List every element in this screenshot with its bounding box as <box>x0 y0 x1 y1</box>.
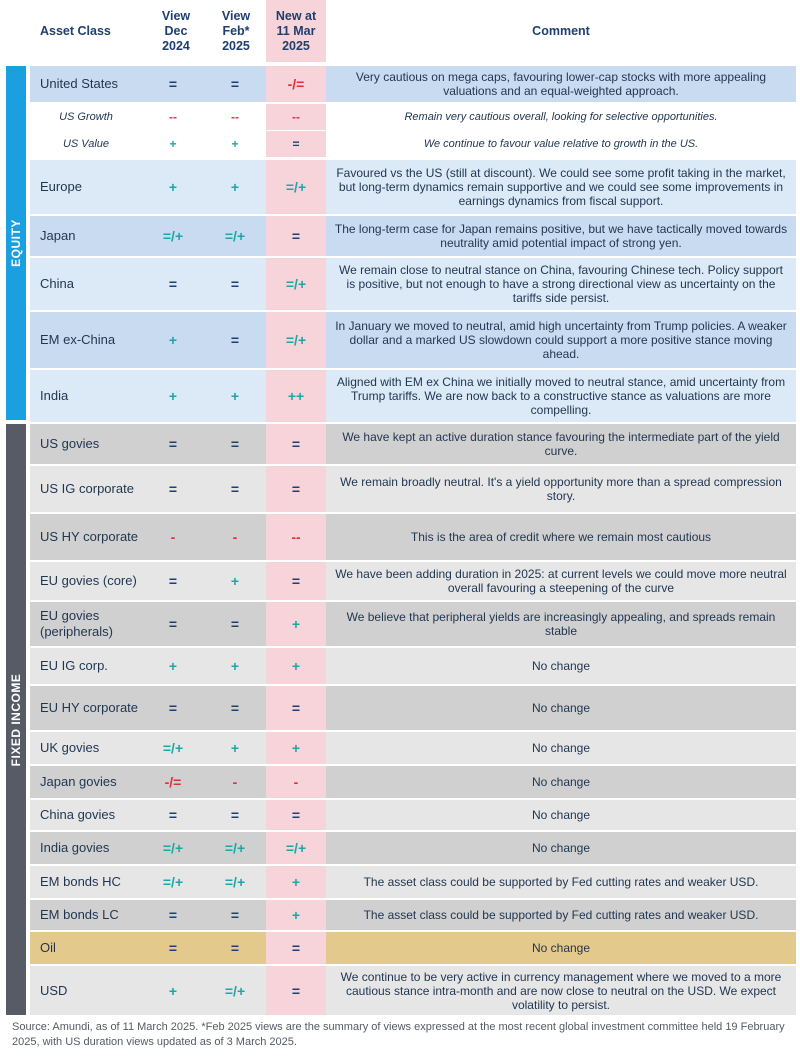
view-new-mar-2025: -/= <box>266 66 326 102</box>
table-row-em-ex-china <box>30 312 796 368</box>
view-dec-2024: + <box>168 982 178 999</box>
table-row-india-govies <box>30 832 796 864</box>
view-feb-2025: = <box>230 481 240 497</box>
view-feb-2025: + <box>231 137 239 151</box>
view-feb-2025: = <box>230 940 240 956</box>
table-row-japan-govies <box>30 766 796 798</box>
comment: No change <box>531 741 591 755</box>
asset-name: EU IG corp. <box>40 658 108 673</box>
comment: We have kept an active duration stance favouring the intermediate part of the yield curve. <box>342 430 780 458</box>
comment: No change <box>531 808 591 822</box>
view-new-mar-2025: =/+ <box>266 832 326 864</box>
view-new-mar-2025: = <box>266 466 326 512</box>
asset-name: US HY corporate <box>40 529 139 544</box>
comment: We have been adding duration in 2025: at current levels we could move more neutral overall favouring a steepening of the curve <box>335 567 787 595</box>
asset-name: China <box>40 276 74 291</box>
view-dec-2024: = <box>168 436 178 452</box>
table-row-us-hy-corporate <box>30 514 796 560</box>
view-dec-2024: =/+ <box>162 874 184 890</box>
table-row-china-govies <box>30 800 796 830</box>
header-comment: Comment <box>532 23 590 38</box>
comment: We continue to be very active in currency management where we moved to a more cautious stance intra-month and are now close to neutral on the USD. We expect volatility to persist. <box>340 969 782 1012</box>
asset-name: USD <box>40 982 68 998</box>
view-feb-2025: =/+ <box>224 982 246 999</box>
asset-name: EU govies (peripherals) <box>40 608 113 639</box>
asset-name: EU HY corporate <box>40 700 139 715</box>
comment: No change <box>531 941 591 955</box>
comment: Remain very cautious overall, looking for selective opportunities. <box>404 111 718 123</box>
view-new-mar-2025: = <box>266 800 326 830</box>
asset-name: India <box>40 388 69 403</box>
asset-name: EM bonds LC <box>40 907 119 922</box>
view-feb-2025: + <box>230 658 240 674</box>
comment: No change <box>531 659 591 673</box>
comment: Aligned with EM ex China we initially moved to neutral stance, amid uncertainty from Trump tariffs. We are now back to a constructive stance as valuations are more compelling. <box>336 375 786 417</box>
comment: Favoured vs the US (still at discount). We could see some profit taking in the market, but long-term dynamics remain supportive and we could see some improvements in earnings dynamics from fiscal support. <box>336 166 786 208</box>
asset-name: EM bonds HC <box>40 874 121 889</box>
comment: We remain close to neutral stance on China, favouring Chinese tech. Policy support is positive, but not enough to have a strong directional view as uncertainty on the tariffs side persist. <box>338 263 784 305</box>
view-dec-2024: = <box>168 573 178 589</box>
header-view-dec: View Dec 2024 <box>161 8 191 53</box>
asset-name: US govies <box>40 436 100 451</box>
table-row-india <box>30 370 796 422</box>
equity-section-label: EQUITY <box>9 219 23 267</box>
table-row-europe <box>30 160 796 214</box>
comment: We believe that peripheral yields are increasingly appealing, and spreads remain stable <box>346 610 776 638</box>
asset-name: United States <box>40 76 119 91</box>
view-new-mar-2025: + <box>266 648 326 684</box>
fixed-income-section-label: FIXED INCOME <box>9 673 23 766</box>
view-new-mar-2025: -- <box>266 104 326 130</box>
view-dec-2024: =/+ <box>162 228 184 244</box>
view-feb-2025: - <box>232 774 238 790</box>
table-row-usd <box>30 966 796 1015</box>
view-dec-2024: + <box>168 388 178 404</box>
view-dec-2024: + <box>169 137 177 151</box>
table-row-uk-govies <box>30 732 796 764</box>
table-row-em-bonds-hc <box>30 866 796 898</box>
view-dec-2024: = <box>168 481 178 497</box>
view-feb-2025: = <box>230 436 240 452</box>
asset-name: UK govies <box>40 740 100 755</box>
view-dec-2024: =/+ <box>162 740 184 756</box>
view-new-mar-2025: + <box>266 900 326 930</box>
asset-name: Europe <box>40 179 82 194</box>
asset-name: US Growth <box>59 111 113 123</box>
view-new-mar-2025: -- <box>266 514 326 560</box>
view-dec-2024: = <box>168 76 178 92</box>
comment: Very cautious on mega caps, favouring lower-cap stocks with more appealing valuations and an equal-weighted approach. <box>355 70 767 98</box>
view-dec-2024: = <box>168 907 178 923</box>
view-new-mar-2025: = <box>266 932 326 964</box>
comment: The long-term case for Japan remains positive, but we have tactically moved towards neutrality amid potential impact of strong yen. <box>334 222 788 250</box>
asset-name: Japan govies <box>40 774 117 789</box>
table-row-united-states <box>30 66 796 102</box>
view-dec-2024: + <box>168 179 178 195</box>
view-dec-2024: = <box>168 616 178 632</box>
table-row-eu-govies-core <box>30 562 796 600</box>
comment: We remain broadly neutral. It's a yield opportunity more than a spread compression story. <box>340 475 782 503</box>
view-new-mar-2025: + <box>266 866 326 898</box>
view-dec-2024: = <box>168 700 178 716</box>
view-feb-2025: + <box>230 573 240 589</box>
header-asset-class: Asset Class <box>40 23 111 38</box>
view-dec-2024: - <box>170 529 176 545</box>
asset-name: EU govies (core) <box>40 573 137 588</box>
view-feb-2025: + <box>230 179 240 195</box>
table-row-eu-hy-corporate <box>30 686 796 730</box>
view-feb-2025: -- <box>231 110 239 124</box>
view-feb-2025: = <box>230 907 240 923</box>
view-dec-2024: = <box>168 276 178 292</box>
view-new-mar-2025: = <box>266 131 326 157</box>
view-feb-2025: + <box>230 388 240 404</box>
source-footnote: Source: Amundi, as of 11 March 2025. *Feb 2025 views are the summary of views expressed at the most recent global investment committee held 19 February 2025, with US duration views updated as of 3 March 2025. <box>12 1021 785 1048</box>
table-row-us-value <box>30 131 796 157</box>
comment: We continue to favour value relative to growth in the US. <box>423 138 699 150</box>
view-new-mar-2025: =/+ <box>266 258 326 310</box>
comment: No change <box>531 841 591 855</box>
view-dec-2024: = <box>168 940 178 956</box>
view-feb-2025: = <box>230 616 240 632</box>
view-feb-2025: = <box>230 807 240 823</box>
view-feb-2025: =/+ <box>224 840 246 856</box>
comment: No change <box>531 701 591 715</box>
view-new-mar-2025: - <box>266 766 326 798</box>
view-dec-2024: -/= <box>164 774 182 790</box>
table-row-eu-govies-peripherals <box>30 602 796 646</box>
view-new-mar-2025: =/+ <box>266 312 326 368</box>
asset-name: US IG corporate <box>40 481 134 496</box>
table-row-us-growth <box>30 104 796 130</box>
comment: This is the area of credit where we remain most cautious <box>410 530 712 544</box>
asset-name: Japan <box>40 228 76 243</box>
table-row-china <box>30 258 796 310</box>
view-dec-2024: -- <box>169 110 177 124</box>
comment: No change <box>531 775 591 789</box>
view-new-mar-2025: = <box>266 562 326 600</box>
view-new-mar-2025: =/+ <box>266 160 326 214</box>
view-new-mar-2025: = <box>266 424 326 464</box>
view-dec-2024: + <box>168 658 178 674</box>
comment: The asset class could be supported by Fed cutting rates and weaker USD. <box>363 875 759 889</box>
view-feb-2025: - <box>232 529 238 545</box>
view-dec-2024: + <box>168 332 178 348</box>
view-feb-2025: = <box>230 332 240 348</box>
view-feb-2025: = <box>230 276 240 292</box>
header-new-at: New at 11 Mar 2025 <box>266 0 326 62</box>
view-feb-2025: =/+ <box>224 228 246 244</box>
view-dec-2024: = <box>168 807 178 823</box>
header-view-feb: View Feb* 2025 <box>221 8 251 53</box>
view-new-mar-2025: = <box>266 966 326 1015</box>
table-row-japan <box>30 216 796 256</box>
asset-name: India govies <box>40 840 110 855</box>
table-row-em-bonds-lc <box>30 900 796 930</box>
asset-name: EM ex-China <box>40 332 116 347</box>
view-feb-2025: =/+ <box>224 874 246 890</box>
comment: The asset class could be supported by Fed cutting rates and weaker USD. <box>363 908 759 922</box>
table-row-us-ig-corporate <box>30 466 796 512</box>
table-row-oil <box>30 932 796 964</box>
asset-name: China govies <box>40 807 116 822</box>
view-new-mar-2025: ++ <box>266 370 326 422</box>
view-feb-2025: + <box>230 740 240 756</box>
table-row-us-govies <box>30 424 796 464</box>
view-new-mar-2025: = <box>266 216 326 256</box>
comment: In January we moved to neutral, amid high uncertainty from Trump policies. A weaker dollar and a marked US slowdown could support a more positive stance moving ahead. <box>335 319 787 361</box>
view-dec-2024: =/+ <box>162 840 184 856</box>
fixed-income-section-band <box>6 424 26 1015</box>
view-new-mar-2025: = <box>266 686 326 730</box>
table-row-eu-ig-corp <box>30 648 796 684</box>
asset-name: Oil <box>40 940 56 955</box>
view-feb-2025: = <box>230 700 240 716</box>
view-feb-2025: = <box>230 76 240 92</box>
asset-name: US Value <box>62 138 110 150</box>
view-new-mar-2025: + <box>266 602 326 646</box>
view-new-mar-2025: + <box>266 732 326 764</box>
